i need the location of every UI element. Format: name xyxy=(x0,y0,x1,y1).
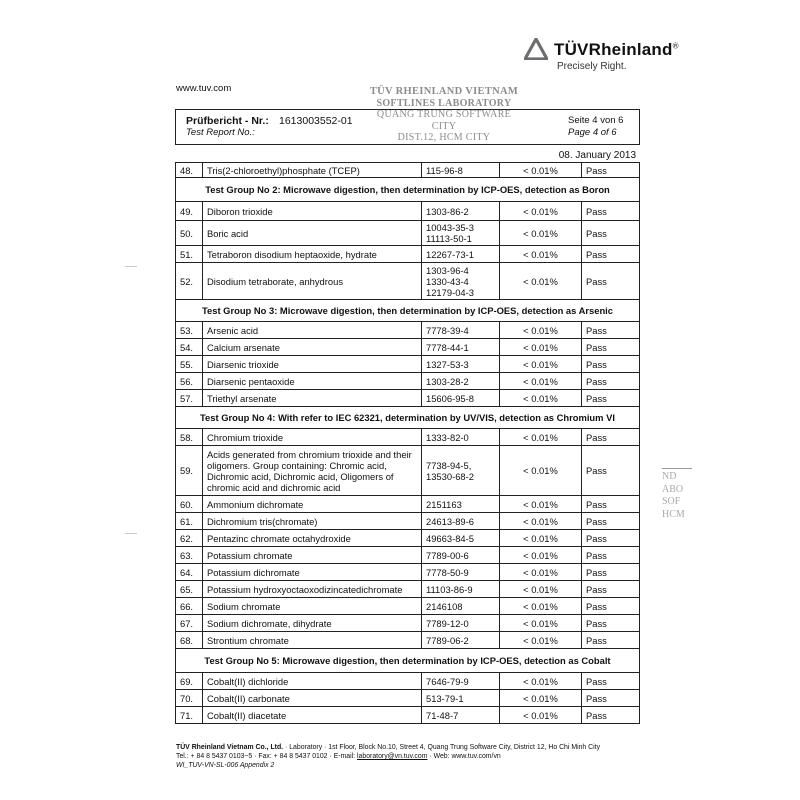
brand-name: TÜVRheinland® xyxy=(554,40,679,59)
test-result: Pass xyxy=(582,246,640,263)
row-number: 59. xyxy=(176,446,203,496)
row-number: 60. xyxy=(176,496,203,513)
cas-number: 1303-86-2 xyxy=(422,202,500,221)
row-number: 69. xyxy=(176,673,203,690)
cas-number: 2151163 xyxy=(422,496,500,513)
test-group-header-row xyxy=(176,407,640,429)
substance-name: Cobalt(II) carbonate xyxy=(203,690,422,707)
row-number: 68. xyxy=(176,632,203,649)
test-group-header-row xyxy=(176,649,640,673)
margin-mark xyxy=(125,533,137,534)
substance-name: Potassium dichromate xyxy=(203,564,422,581)
detection-limit: < 0.01% xyxy=(500,163,582,178)
tuv-rheinland-logo xyxy=(524,38,679,74)
test-result: Pass xyxy=(582,673,640,690)
row-number: 62. xyxy=(176,530,203,547)
row-number: 50. xyxy=(176,221,203,246)
detection-limit: < 0.01% xyxy=(500,373,582,390)
report-date: 08. January 2013 xyxy=(558,150,636,161)
detection-limit: < 0.01% xyxy=(500,564,582,581)
cas-number: 12267-73-1 xyxy=(422,246,500,263)
cas-number: 7778-39-4 xyxy=(422,322,500,339)
detection-limit: < 0.01% xyxy=(500,356,582,373)
test-result: Pass xyxy=(582,496,640,513)
substance-name: Tetraboron disodium heptaoxide, hydrate xyxy=(203,246,422,263)
footer-doc-code: WI_TUV-VN-SL-006 Appendix 2 xyxy=(176,762,275,770)
test-result: Pass xyxy=(582,356,640,373)
test-result: Pass xyxy=(582,513,640,530)
row-number: 66. xyxy=(176,598,203,615)
row-number: 58. xyxy=(176,429,203,446)
test-result: Pass xyxy=(582,581,640,598)
cas-number: 7789-00-6 xyxy=(422,547,500,564)
brand-tagline: Precisely Right. xyxy=(557,61,627,72)
table-row xyxy=(176,615,640,632)
substance-name: Cobalt(II) diacetate xyxy=(203,707,422,724)
substance-name: Pentazinc chromate octahydroxide xyxy=(203,530,422,547)
detection-limit: < 0.01% xyxy=(500,246,582,263)
substance-name: Diarsenic pentaoxide xyxy=(203,373,422,390)
test-result: Pass xyxy=(582,339,640,356)
table-row xyxy=(176,429,640,446)
detection-limit: < 0.01% xyxy=(500,615,582,632)
footer-web: · Web: www.tuv.com/vn xyxy=(427,753,501,761)
row-number: 71. xyxy=(176,707,203,724)
table-row xyxy=(176,496,640,513)
cas-number: 7738-94-5, 13530-68-2 xyxy=(422,446,500,496)
table-row xyxy=(176,339,640,356)
row-number: 70. xyxy=(176,690,203,707)
table-row xyxy=(176,202,640,221)
page-indicator-en: Page 4 of 6 xyxy=(568,127,617,138)
substance-name: Potassium hydroxyoctaoxodizincatedichromate xyxy=(203,581,422,598)
website-text: www.tuv.com xyxy=(176,83,232,94)
report-number-label-en: Test Report No.: xyxy=(186,127,255,138)
substance-name: Diarsenic trioxide xyxy=(203,356,422,373)
substance-name: Sodium chromate xyxy=(203,598,422,615)
row-number: 57. xyxy=(176,390,203,407)
page-indicator-de: Seite 4 von 6 xyxy=(568,115,624,126)
test-group-title: Test Group No 5: Microwave digestion, then determination by ICP-OES, detection as Cobalt xyxy=(176,649,640,673)
cas-number: 513-79-1 xyxy=(422,690,500,707)
substance-name: Sodium dichromate, dihydrate xyxy=(203,615,422,632)
row-number: 48. xyxy=(176,163,203,178)
table-row xyxy=(176,547,640,564)
detection-limit: < 0.01% xyxy=(500,547,582,564)
cas-number: 7646-79-9 xyxy=(422,673,500,690)
substance-name: Strontium chromate xyxy=(203,632,422,649)
row-number: 56. xyxy=(176,373,203,390)
substance-name: Diboron trioxide xyxy=(203,202,422,221)
table-row xyxy=(176,673,640,690)
row-number: 67. xyxy=(176,615,203,632)
cas-number: 7778-44-1 xyxy=(422,339,500,356)
detection-limit: < 0.01% xyxy=(500,707,582,724)
test-group-header-row xyxy=(176,178,640,202)
table-row xyxy=(176,513,640,530)
row-number: 53. xyxy=(176,322,203,339)
substance-name: Arsenic acid xyxy=(203,322,422,339)
cas-number: 1303-28-2 xyxy=(422,373,500,390)
test-result: Pass xyxy=(582,163,640,178)
test-result: Pass xyxy=(582,446,640,496)
table-row xyxy=(176,690,640,707)
substance-name: Calcium arsenate xyxy=(203,339,422,356)
table-row xyxy=(176,263,640,300)
cas-number: 7789-12-0 xyxy=(422,615,500,632)
table-row xyxy=(176,564,640,581)
cas-number: 10043-35-3 11113-50-1 xyxy=(422,221,500,246)
cas-number: 2146108 xyxy=(422,598,500,615)
detection-limit: < 0.01% xyxy=(500,581,582,598)
detection-limit: < 0.01% xyxy=(500,496,582,513)
cas-number: 1333-82-0 xyxy=(422,429,500,446)
test-result: Pass xyxy=(582,221,640,246)
cas-number: 11103-86-9 xyxy=(422,581,500,598)
detection-limit: < 0.01% xyxy=(500,673,582,690)
report-number: 1613003552-01 xyxy=(279,115,353,127)
table-row xyxy=(176,246,640,263)
table-row xyxy=(176,707,640,724)
table-row xyxy=(176,530,640,547)
cas-number: 71-48-7 xyxy=(422,707,500,724)
test-result: Pass xyxy=(582,615,640,632)
test-result: Pass xyxy=(582,707,640,724)
cas-number: 24613-89-6 xyxy=(422,513,500,530)
table-row xyxy=(176,581,640,598)
test-result: Pass xyxy=(582,390,640,407)
table-row xyxy=(176,632,640,649)
test-result: Pass xyxy=(582,564,640,581)
row-number: 54. xyxy=(176,339,203,356)
footer-email-link[interactable]: laboratory@vn.tuv.com xyxy=(357,753,428,761)
detection-limit: < 0.01% xyxy=(500,690,582,707)
cas-number: 15606-95-8 xyxy=(422,390,500,407)
table-row xyxy=(176,446,640,496)
cas-number: 1327-53-3 xyxy=(422,356,500,373)
test-result: Pass xyxy=(582,322,640,339)
test-group-title: Test Group No 4: With refer to IEC 62321, determination by UV/VIS, detection as Chromium VI xyxy=(176,407,640,429)
cas-number: 49663-84-5 xyxy=(422,530,500,547)
cas-number: 115-96-8 xyxy=(422,163,500,178)
test-group-header-row xyxy=(176,300,640,322)
table-row xyxy=(176,598,640,615)
test-result: Pass xyxy=(582,263,640,300)
cas-number: 7789-06-2 xyxy=(422,632,500,649)
report-number-label: Prüfbericht - Nr.: xyxy=(186,115,269,127)
substance-name: Chromium trioxide xyxy=(203,429,422,446)
detection-limit: < 0.01% xyxy=(500,339,582,356)
detection-limit: < 0.01% xyxy=(500,530,582,547)
substance-name: Tris(2-chloroethyl)phosphate (TCEP) xyxy=(203,163,422,178)
table-row xyxy=(176,373,640,390)
row-number: 63. xyxy=(176,547,203,564)
test-result: Pass xyxy=(582,202,640,221)
test-result: Pass xyxy=(582,690,640,707)
test-group-title: Test Group No 2: Microwave digestion, then determination by ICP-OES, detection as Boron xyxy=(176,178,640,202)
footer-contact: Tel.: + 84 8 5437 0103~5 · Fax: + 84 8 5437 0102 · E-mail: xyxy=(176,753,357,761)
test-result: Pass xyxy=(582,632,640,649)
substance-name: Potassium chromate xyxy=(203,547,422,564)
test-result: Pass xyxy=(582,429,640,446)
row-number: 65. xyxy=(176,581,203,598)
test-result: Pass xyxy=(582,530,640,547)
row-number: 49. xyxy=(176,202,203,221)
table-row xyxy=(176,163,640,178)
test-result: Pass xyxy=(582,373,640,390)
table-row xyxy=(176,356,640,373)
margin-mark xyxy=(125,266,137,267)
triangle-logo-icon xyxy=(524,38,548,60)
test-result: Pass xyxy=(582,547,640,564)
table-row xyxy=(176,390,640,407)
footer-address: · Laboratory · 1st Floor, Block No.10, Street 4, Quang Trung Software City, District 12, Ho Chi Minh City xyxy=(283,744,601,751)
detection-limit: < 0.01% xyxy=(500,429,582,446)
substance-name: Dichromium tris(chromate) xyxy=(203,513,422,530)
row-number: 51. xyxy=(176,246,203,263)
detection-limit: < 0.01% xyxy=(500,202,582,221)
test-result: Pass xyxy=(582,598,640,615)
cas-number: 1303-96-4 1330-43-4 12179-04-3 xyxy=(422,263,500,300)
table-row xyxy=(176,221,640,246)
results-table xyxy=(175,162,640,724)
substance-name: Acids generated from chromium trioxide and their oligomers. Group containing: Chromic acid, Dichromic acid, Dichromic acid, Oligomers of chromic acid and dichromic acid xyxy=(203,446,422,496)
substance-name: Disodium tetraborate, anhydrous xyxy=(203,263,422,300)
detection-limit: < 0.01% xyxy=(500,390,582,407)
detection-limit: < 0.01% xyxy=(500,322,582,339)
cas-number: 7778-50-9 xyxy=(422,564,500,581)
detection-limit: < 0.01% xyxy=(500,632,582,649)
table-row xyxy=(176,322,640,339)
detection-limit: < 0.01% xyxy=(500,598,582,615)
row-number: 61. xyxy=(176,513,203,530)
partial-stamp-margin: ND ABO SOF HCM xyxy=(662,468,692,521)
detection-limit: < 0.01% xyxy=(500,513,582,530)
report-header-box xyxy=(175,109,640,145)
test-group-title: Test Group No 3: Microwave digestion, then determination by ICP-OES, detection as Arsenic xyxy=(176,300,640,322)
substance-name: Cobalt(II) dichloride xyxy=(203,673,422,690)
substance-name: Triethyl arsenate xyxy=(203,390,422,407)
substance-name: Ammonium dichromate xyxy=(203,496,422,513)
page-footer xyxy=(176,743,646,771)
detection-limit: < 0.01% xyxy=(500,446,582,496)
row-number: 64. xyxy=(176,564,203,581)
row-number: 55. xyxy=(176,356,203,373)
row-number: 52. xyxy=(176,263,203,300)
substance-name: Boric acid xyxy=(203,221,422,246)
laboratory-stamp: TÜV RHEINLAND VIETNAM SOFTLINES LABORATORY QUANG TRUNG SOFTWARE CITY DIST.12, HCM CITY xyxy=(369,86,519,143)
detection-limit: < 0.01% xyxy=(500,263,582,300)
footer-company: TÜV Rheinland Vietnam Co., Ltd. xyxy=(176,744,284,751)
detection-limit: < 0.01% xyxy=(500,221,582,246)
